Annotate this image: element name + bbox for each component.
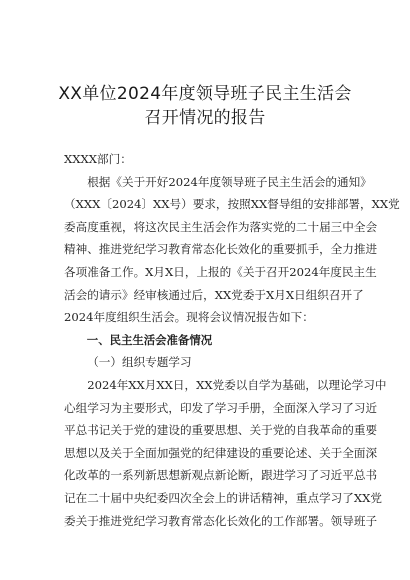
- paragraph-line: 委关于推进党纪学习教育常态化长效化的工作部署。领导班子: [64, 513, 378, 528]
- document-body: [64, 148, 400, 532]
- document-title-line-1: XX单位2024年度领导班子民主生活会: [58, 84, 352, 104]
- section-heading: 一、民主生活会准备情况: [86, 332, 213, 347]
- paragraph-line: 2024年度组织生活会。现将会议情况报告如下：: [64, 310, 314, 325]
- paragraph-line: 活会的请示》经审核通过后，XX党委于X月X日组织召开了: [64, 287, 364, 302]
- salutation: XXXX部门：: [64, 152, 132, 166]
- paragraph-line: 平总书记关于党的建设的重要思想、关于党的自我革命的重要: [64, 423, 378, 438]
- paragraph-line: 2024年XX月XX日，XX党委以自学为基础，以理论学习中: [87, 377, 387, 392]
- document-title-line-2: 召开情况的报告: [144, 108, 266, 128]
- paragraph-line: 记在二十届中央纪委四次全会上的讲话精神，重点学习了XX党: [64, 490, 382, 505]
- paragraph-line: 思想以及关于全面加强党的纪律建设的重要论述、关于全面深: [64, 445, 378, 460]
- paragraph-line: 委高度重视，将这次民主生活会作为落实党的二十届三中全会: [64, 219, 378, 234]
- paragraph-line: 心组学习为主要形式，印发了学习手册，全面深入学习了习近: [64, 400, 378, 415]
- paragraph-line: 各项准备工作。X月X日，上报的《关于召开2024年度民主生: [64, 264, 377, 279]
- paragraph-line: 精神、推进党纪学习教育常态化长效化的重要抓手，全力推进: [64, 242, 378, 257]
- paragraph-line: 根据《关于开好2024年度领导班子民主生活会的通知》: [87, 174, 372, 189]
- paragraph-line: 化改革的一系列新思想新观点新论断，跟进学习了习近平总书: [64, 468, 378, 483]
- section-subheading: （一）组织专题学习: [87, 355, 192, 370]
- paragraph-line: （XXX〔2024〕XX号）要求，按照XX督导组的安排部署，XX党: [64, 197, 400, 212]
